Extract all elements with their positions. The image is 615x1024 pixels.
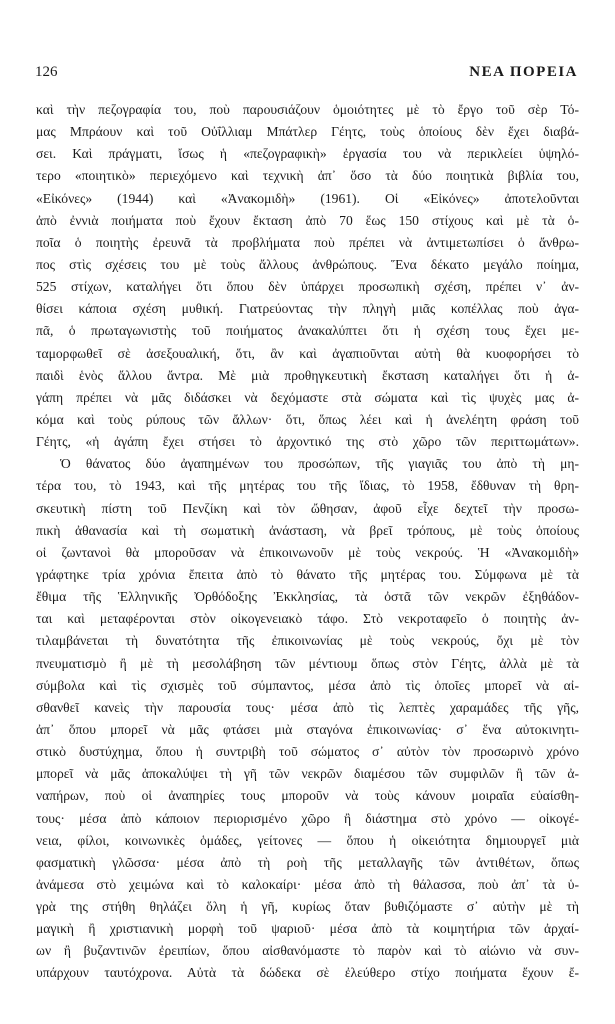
text-line: σκευτικὴ πίστη τοῦ Πενζίκη καὶ τὸν ὤθησαν, ἀφοῦ εἶχε δεχτεῖ τὴν προσω- [36, 500, 579, 516]
text-line: σει. Καὶ πράγματι, ἴσως ἡ «πεζογραφικὴ» ἐργασία του νὰ περικλείει ὑψηλό- [36, 146, 579, 162]
text-line: τους· μέσα ἀπὸ κάποιον περιορισμένο χῶρο ἢ διάστημα στὸ χρόνο — οἰκογέ- [36, 810, 579, 826]
text-line: ἀνάμεσα στὸ χειμώνα καὶ τὸ καλοκαίρι· μέσα ἀπὸ τὴ θάλασσα, ποὺ ἀπ᾿ τὰ ὑ- [36, 876, 579, 892]
text-line: θίσει κάποια σχέση μυθική. Γιατρεύοντας τὴν πληγὴ μιᾶς κοπέλλας ποὺ ἀγα- [36, 301, 579, 317]
text-line: σύμβολα καὶ τὶς σχισμὲς τοῦ σύμπαντος, μέσα ἀπὸ τὶς ὁποῖες μπορεῖ νὰ αἰ- [36, 677, 579, 693]
page-number: 126 [35, 64, 58, 80]
text-line: γράφτηκε τρία χρόνια ἔπειτα ἀπὸ τὸ θάνατο τῆς μητέρας του. Σύμφωνα μὲ τὰ [36, 566, 579, 582]
running-header [35, 64, 578, 81]
text-line: 525 στίχων, καταλήγει ὅτι ὅπου δὲν ὑπάρχει προσωπικὴ σχέση, πρέπει ν᾿ ἀν- [36, 279, 579, 295]
text-line: Γέητς, «ἡ ἀγάπη ἔχει στήσει τὸ ἀρχοντικό της στὸ χῶρο τῶν περιττωμάτων». [36, 434, 579, 450]
text-line: γάπη πρέπει νὰ μᾶς διδάσκει νὰ δεχόμαστε στὰ σώματα καὶ τὶς ψυχὲς μας ἀ- [36, 389, 579, 405]
text-line: «Εἰκόνες» (1944) καὶ «Ἀνακομιδὴ» (1961). Οἱ «Εἰκόνες» ἀποτελοῦνται [36, 190, 579, 206]
text-line: ων ἢ βυζαντινῶν ἐρειπίων, ὅπου αἰσθανόμαστε τὸ παρὸν καὶ τὸ αἰώνιο νὰ συν- [36, 943, 579, 959]
text-line: ἀπ᾿ ὅπου μπορεῖ νὰ μᾶς φτάσει μιὰ σταγόνα ἐπικοινωνίας· σ᾿ ἕνα αὐτοκινητι- [36, 721, 579, 737]
text-line: οἱ ζωντανοὶ θὰ μποροῦσαν νὰ ἐπικοινωνοῦν μὲ τοὺς νεκρούς. Ἡ «Ἀνακομιδὴ» [36, 544, 579, 560]
text-line: γρὰ της στήθη θηλάζει ὅλη ἡ γῆ, κυρίως ὅταν βυθιζόμαστε σ᾿ αὐτὴν μὲ τὴ [36, 899, 579, 915]
text-line: τιλαμβάνεται τὴ δυνατότητα τῆς ἐπικοινωνίας μὲ τοὺς νεκρούς, ὄχι μὲ τὸν [36, 633, 579, 649]
text-line: ναπήρων, ποὺ οἱ ἀναπηρίες τους μποροῦν νὰ τοὺς κάνουν μοιραῖα εὐαίσθη- [36, 788, 579, 804]
text-line: ται καὶ μεταφέρονται στὸν οἰκογενειακὸ τάφο. Στὸ νεκροταφεῖο ὁ ποιητὴς ἀν- [36, 611, 579, 627]
text-line: μπορεῖ νὰ μᾶς ἀποκαλύψει τὴ γῆ τῶν νεκρῶν διαμέσου τῶν συμφιλῶν ἢ τῶν ἀ- [36, 766, 579, 782]
text-line: σθανθεῖ κανεὶς τὴν παρουσία τους· μέσα ἀπὸ τὶς λεπτὲς χαραμάδες τῆς γῆς, [36, 699, 579, 715]
body-text [36, 99, 579, 985]
text-line: στικὸ δυστύχημα, ὅπου ἡ συντριβὴ τοῦ σώματος σ᾿ αὐτὸν τὸν προσωρινὸ χρόνο [36, 744, 579, 760]
text-line: πικὴ ἀθανασία καὶ τὴ σωματικὴ ἀνάσταση, νὰ βρεῖ τρόπους, μὲ τοὺς ὁποίους [36, 522, 579, 538]
journal-title: ΝΕΑ ΠΟΡΕΙΑ [469, 64, 578, 80]
text-line: πνευματισμὸ ἢ μὲ τὴ μεσολάβηση τῶν μέντιουμ ὅπως στὸν Γέητς, ἀλλὰ μὲ τὰ [36, 655, 579, 671]
text-line: πος στὶς σχέσεις του μὲ τοὺς ἄλλους ἀνθρώπους. Ἕνα δέκατο μεγάλο ποίημα, [36, 256, 579, 272]
text-line: φασματικὴ γλῶσσα· μέσα ἀπὸ τὴ ροὴ τῆς μεταλλαγῆς τῶν ἀντιθέτων, ὅπως [36, 854, 579, 870]
text-line: ποῖα ὁ ποιητὴς ἐρευνᾶ τὰ προβλήματα ποὺ πρέπει νὰ ἀντιμετωπίσει ὁ ἄνθρω- [36, 234, 579, 250]
text-line: Ὁ θάνατος δύο ἀγαπημένων του προσώπων, τῆς γιαγιᾶς του ἀπὸ τὴ μη- [60, 456, 579, 472]
text-line: παιδὶ ἑνὸς ἄλλου ἄντρα. Μὲ μιὰ προθηγκευτικὴ ἔκσταση καταλήγει ὅτι ἡ ἀ- [36, 367, 579, 383]
text-line: μαγικὴ ἢ χριστιανικὴ μορφὴ τοῦ ψαριοῦ· μέσα ἀπὸ τὰ κοιμητήρια τῶν ἀρχαί- [36, 921, 579, 937]
text-line: καὶ τὴν πεζογραφία του, ποὺ παρουσιάζουν ὁμοιότητες μὲ τὸ ἔργο τοῦ σὲρ Τό- [36, 102, 579, 117]
text-line: πᾶ, ὁ πρωταγωνιστὴς τοῦ ποιήματος ἀνακαλύπτει ὅτι ἡ σχέση τους ἔχει με- [36, 323, 579, 339]
text-line: νεια, φίλοι, κοινωνικὲς ὁμάδες, γείτονες — ὅπου ἡ οἰκειότητα δημιουργεῖ μιὰ [36, 832, 579, 848]
text-line: τερο «ποιητικὸ» περιεχόμενο καὶ τεχνικὴ ἀπ᾿ ὅσο τὰ δύο ποιητικὰ βιβλία του, [36, 168, 579, 184]
text-line: μας Μπράουν καὶ τοῦ Οὐΐλλιαμ Μπάτλερ Γέητς, τοὺς ὁποίους δὲν ἔχει διαβά- [36, 124, 579, 140]
text-line: κόμα καὶ τοὺς ρύπους τῶν ἄλλων· ὅτι, ὅπως λέει καὶ ἡ ἀνελέητη φράση τοῦ [36, 411, 579, 427]
text-line: ἀπὸ ἐννιὰ ποιήματα ποὺ ἔχουν ἔκταση ἀπὸ 70 ἕως 150 στίχους καὶ μὲ τὰ ὁ- [36, 212, 579, 228]
text-line: ταμορφωθεῖ σὲ ἀσεξουαλική, ὅτι, ἂν καὶ ἀγαπιοῦνται αὐτὴ θὰ κυοφορήσει τὸ [36, 345, 579, 361]
text-line: υπάρχουν ταυτόχρονα. Αὐτὰ τὰ δώδεκα σὲ ἐλεύθερο στίχο ποιήματα ἔχουν ἔ- [36, 965, 579, 981]
text-line: τέρα του, τὸ 1943, καὶ τῆς μητέρας του τῆς ἴδιας, τὸ 1958, ἔδθυναν τὴ θρη- [36, 478, 579, 494]
text-line: ἔθιμα τῆς Ἑλληνικῆς Ὀρθόδοξης Ἐκκλησίας, τὰ ὀστᾶ τῶν νεκρῶν ἐξηθάδον- [36, 589, 579, 605]
